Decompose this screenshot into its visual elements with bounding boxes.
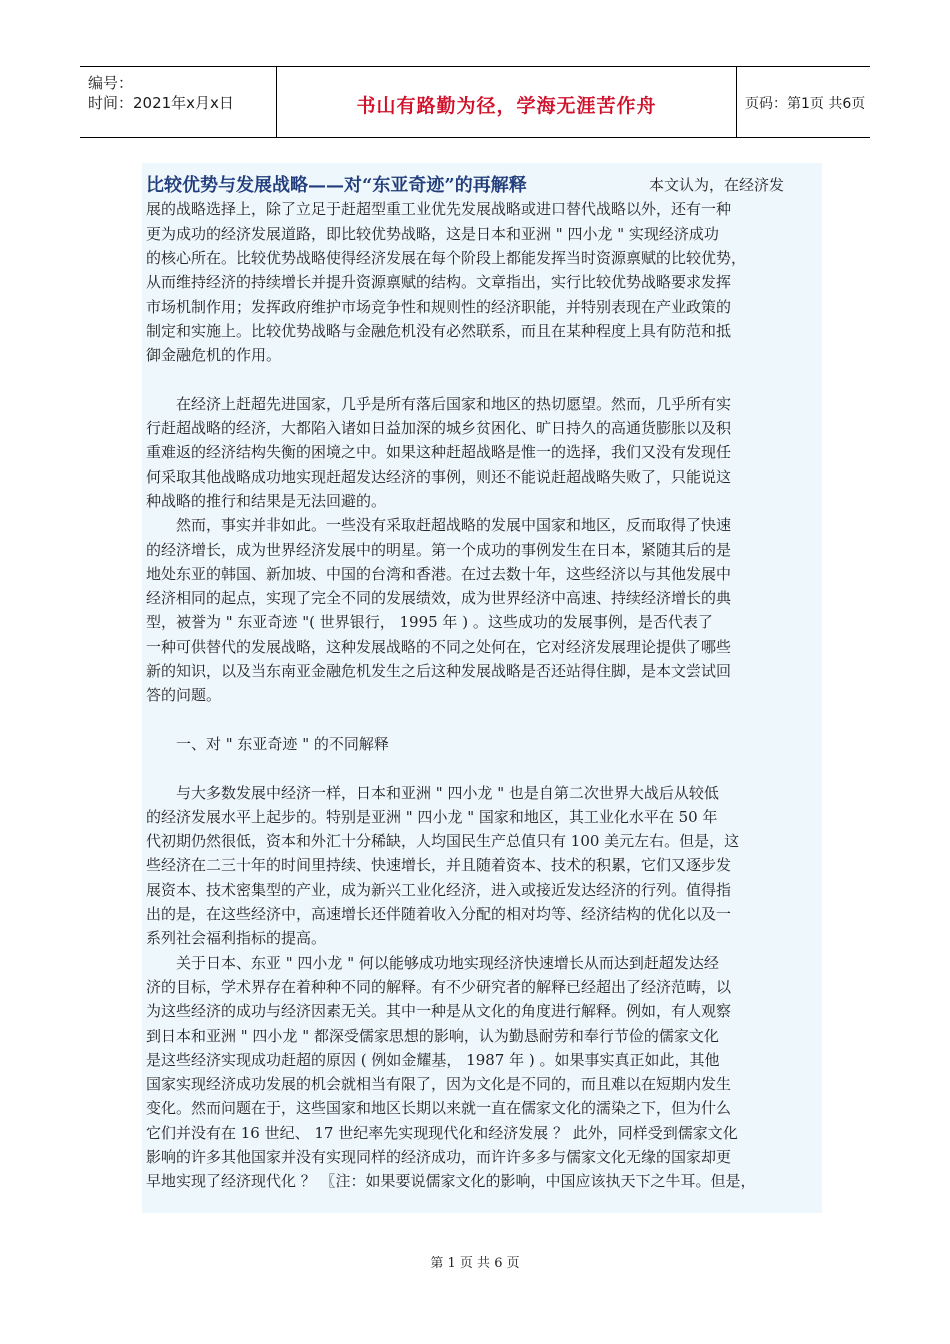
article-line: 行赶超战略的经济，大都陷入诸如日益加深的城乡贫困化、旷日持久的高通货膨胀以及积: [146, 419, 732, 437]
header-motto-cell: [277, 67, 737, 137]
article-line: 与大多数发展中经济一样，日本和亚洲 " 四小龙 " 也是自第二次世界大战后从较低: [146, 783, 719, 802]
article-line: 型，被誉为 " 东亚奇迹 "( 世界银行， 1995 年 ) 。这些成功的发展事例，是否代表了: [146, 613, 713, 632]
article-line: 何采取其他战略成功地实现赶超发达经济的事例，则还不能说赶超战略失败了，只能说这: [146, 467, 732, 486]
article-line: 地处东亚的韩国、新加坡、中国的台湾和香港。在过去数十年，这些经济以与其他发展中: [146, 564, 732, 583]
article-title: 比较优势与发展战略——对“东亚奇迹”的再解释: [146, 175, 527, 196]
article-line: 重难返的经济结构失衡的困境之中。如果这种赶超战略是惟一的选择，我们又没有发现任: [146, 443, 732, 462]
article-line: 从而维持经济的持续增长并提升资源禀赋的结构。文章指出，实行比较优势战略要求发挥: [146, 273, 732, 292]
article-line: 济的目标，学术界存在着种种不同的解释。有不少研究者的解释已经超出了经济范畴，以: [146, 977, 732, 996]
article-line: 些经济在二三十年的时间里持续、快速增长，并且随着资本、技术的积累，它们又逐步发: [146, 856, 732, 875]
document-header: [80, 66, 870, 138]
article-line: 出的是，在这些经济中，高速增长还伴随着收入分配的相对均等、经济结构的优化以及一: [146, 905, 732, 923]
article-line: 答的问题。: [146, 686, 222, 705]
article-line: 本文认为，在经济发: [649, 176, 785, 194]
article-line: 变化。然而问题在于，这些国家和地区长期以来就一直在儒家文化的濡染之下，但为什么: [146, 1099, 732, 1118]
article-line: 是这些经济实现成功赶超的原因 ( 例如金耀基， 1987 年 ) 。如果事实真正如此，其他: [146, 1050, 720, 1069]
article-line: 新的知识，以及当东南亚金融危机发生之后这种发展战略是否还站得住脚，是本文尝试回: [146, 662, 732, 680]
article-line: 它们并没有在 16 世纪、 17 世纪率先实现现代化和经济发展 ？ 此外，同样受到儒家文化: [146, 1123, 738, 1142]
article-line: 展资本、技术密集型的产业，成为新兴工业化经济，进入或接近发达经济的行列。值得指: [146, 880, 732, 899]
article-line: 展的战略选择上，除了立足于赶超型重工业优先发展战略或进口替代战略以外，还有一种: [146, 200, 732, 219]
header-page-label: 页码：第1页 共6页: [745, 96, 866, 112]
article-line: 影响的许多其他国家并没有实现同样的经济成功，而许许多多与儒家文化无缘的国家却更: [146, 1148, 732, 1166]
article-line: 早地实现了经济现代化 ？ 〖注：如果要说儒家文化的影响，中国应该执天下之牛耳。但是，: [146, 1172, 756, 1191]
header-page-cell: [737, 67, 870, 137]
article-line: 在经济上赶超先进国家，几乎是所有落后国家和地区的热切愿望。然而，几乎所有实: [146, 394, 732, 413]
article-line: 种战略的推行和结果是无法回避的。: [146, 491, 387, 510]
article-line: 的经济发展水平上起步的。特别是亚洲 " 四小龙 " 国家和地区，其工业化水平在 50 年: [146, 807, 718, 826]
article-line: 关于日本、东亚 " 四小龙 " 何以能够成功地实现经济快速增长从而达到赶超发达经: [146, 953, 719, 972]
article-line: 制定和实施上。比较优势战略与金融危机没有必然联系，而且在某种程度上具有防范和抵: [146, 321, 732, 340]
article-line: 一、对 " 东亚奇迹 " 的不同解释: [146, 734, 389, 753]
article-line: 代初期仍然很低，资本和外汇十分稀缺，人均国民生产总值只有 100 美元左右。但是，这: [146, 832, 740, 851]
header-meta-cell: [80, 67, 277, 137]
article-line: 到日本和亚洲 " 四小龙 " 都深受儒家思想的影响，认为勤恳耐劳和奉行节俭的儒家文化: [146, 1026, 719, 1045]
article-line: 的经济增长，成为世界经济发展中的明星。第一个成功的事例发生在日本，紧随其后的是: [146, 540, 732, 559]
article-line: 一种可供替代的发展战略，这种发展战略的不同之处何在，它对经济发展理论提供了哪些: [146, 637, 732, 656]
article-body: [142, 163, 822, 1213]
page-footer: 第 1 页 共 6 页: [430, 1256, 520, 1271]
article-line: 系列社会福利指标的提高。: [146, 929, 327, 948]
article-line: 为这些经济的成功与经济因素无关。其中一种是从文化的角度进行解释。例如，有人观察: [146, 1002, 732, 1021]
article-line: 国家实现经济成功发展的机会就相当有限了，因为文化是不同的，而且难以在短期内发生: [146, 1075, 732, 1094]
article-line: 更为成功的经济发展道路，即比较优势战略，这是日本和亚洲 " 四小龙 " 实现经济成功: [146, 224, 719, 243]
motto-text: 书山有路勤为径，学海无涯苦作舟: [356, 95, 657, 117]
article-line: 市场机制作用；发挥政府维护市场竞争性和规则性的经济职能，并特别表现在产业政策的: [146, 297, 732, 316]
article-line: 的核心所在。比较优势战略使得经济发展在每个阶段上都能发挥当时资源禀赋的比较优势，: [146, 248, 747, 267]
document-time-label: 时间：2021年x月x日: [88, 94, 234, 112]
document-number-label: 编号：: [88, 74, 134, 92]
article-line: 然而，事实并非如此。一些没有采取赶超战略的发展中国家和地区，反而取得了快速: [146, 516, 732, 535]
article-line: 经济相同的起点，实现了完全不同的发展绩效，成为世界经济中高速、持续经济增长的典: [146, 589, 732, 608]
article-line: 御金融危机的作用。: [146, 346, 282, 365]
